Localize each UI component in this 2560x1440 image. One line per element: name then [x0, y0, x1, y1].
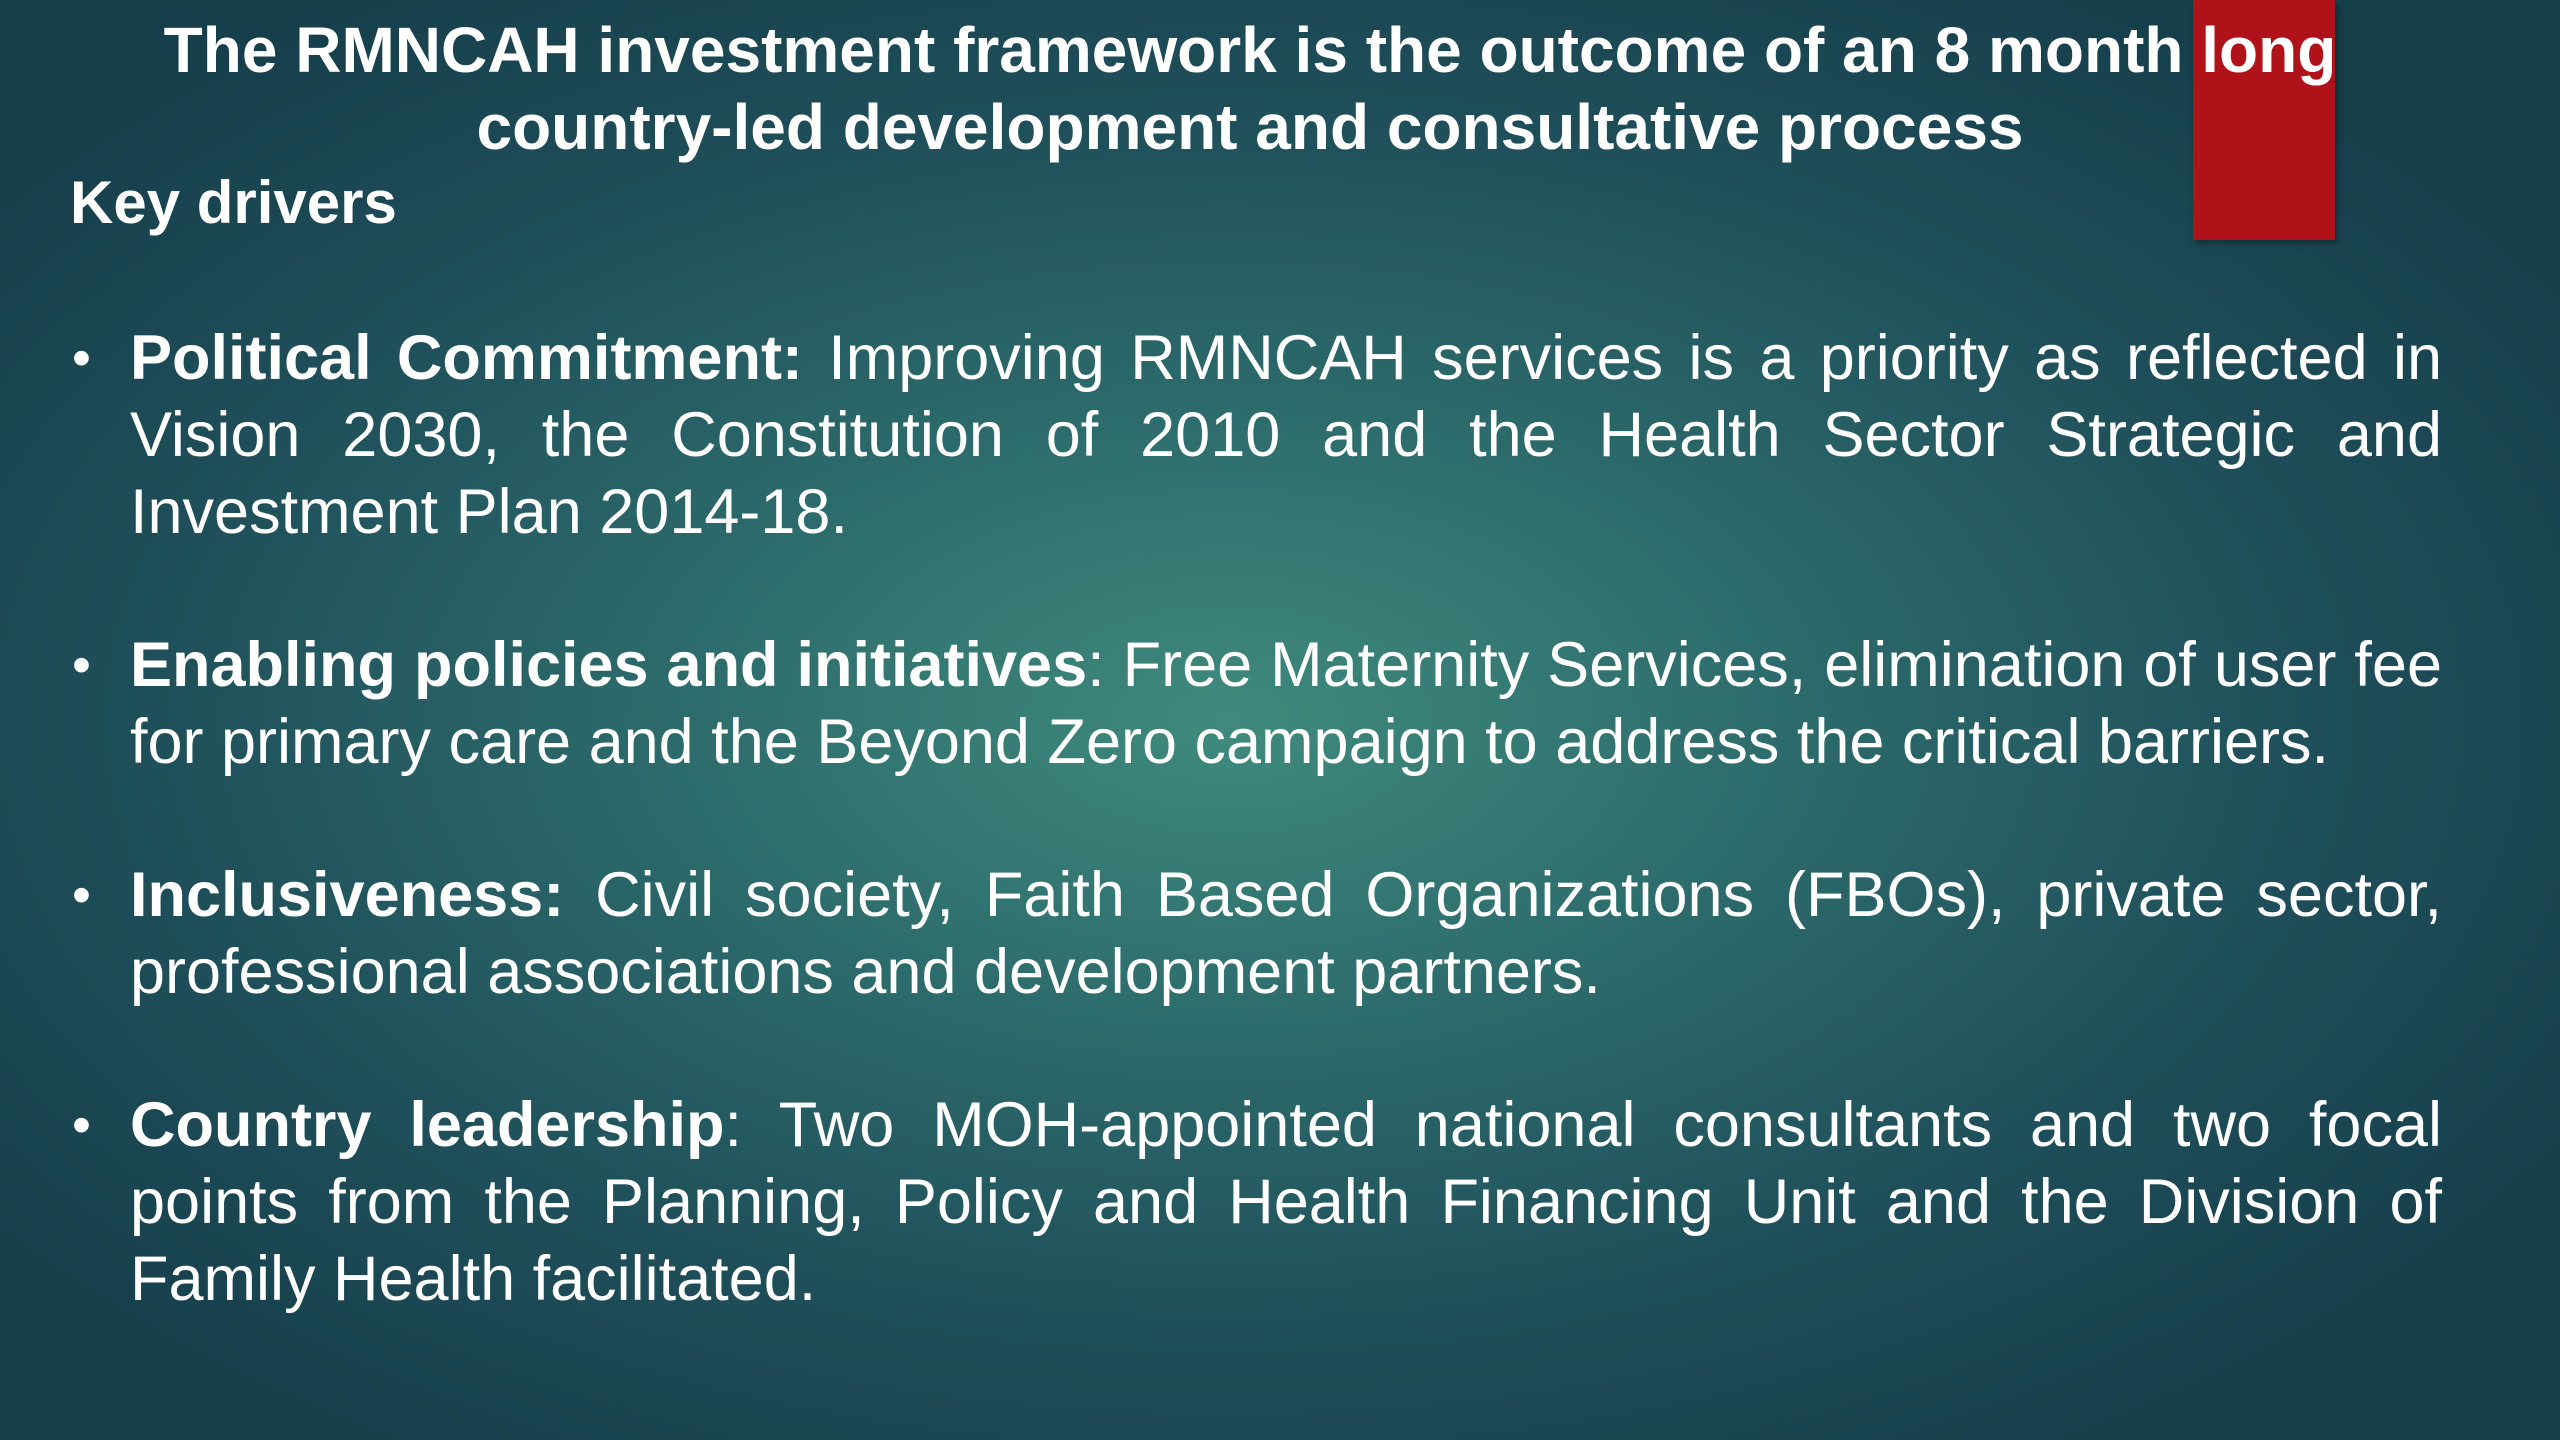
driver-country-leadership: [70, 1087, 2442, 1318]
bullet-dot-icon: •: [72, 635, 91, 695]
driver-term: Inclusiveness:: [130, 860, 565, 930]
driver-political-commitment: [70, 320, 2442, 551]
bullet-dot-icon: •: [72, 328, 91, 388]
bullet-dot-icon: •: [72, 865, 91, 925]
driver-inclusiveness: [70, 857, 2442, 1011]
slide-title: The RMNCAH investment framework is the outcome of an 8 month long country-led development and consultative process: [163, 14, 2337, 163]
bullet-dot-icon: •: [72, 1095, 91, 1155]
driver-text: : Free Maternity Services, elimination of user fee for primary care and the Beyond Zero campaign to address the critical barriers.: [130, 630, 2443, 777]
driver-enabling-policies: [70, 627, 2442, 781]
driver-text: : Two MOH-appointed national consultants and two focal points from the Planning, Policy and Health Financing Unit and the Division of Family Health facilitated.: [130, 1090, 2442, 1314]
driver-text: Civil society, Faith Based Organizations (FBOs), private sector, professional associations and development partners.: [130, 860, 2442, 1007]
key-drivers-heading: Key drivers: [70, 169, 397, 236]
driver-term: Country leadership: [130, 1090, 725, 1160]
driver-text: Improving RMNCAH services is a priority as reflected in Vision 2030, the Constitution of 2010 and the Health Sector Strategic and Investment Plan 2014-18.: [130, 323, 2442, 547]
driver-term: Enabling policies and initiatives: [130, 630, 1088, 700]
driver-term: Political Commitment:: [130, 323, 803, 393]
drivers-list: [70, 320, 2442, 1394]
